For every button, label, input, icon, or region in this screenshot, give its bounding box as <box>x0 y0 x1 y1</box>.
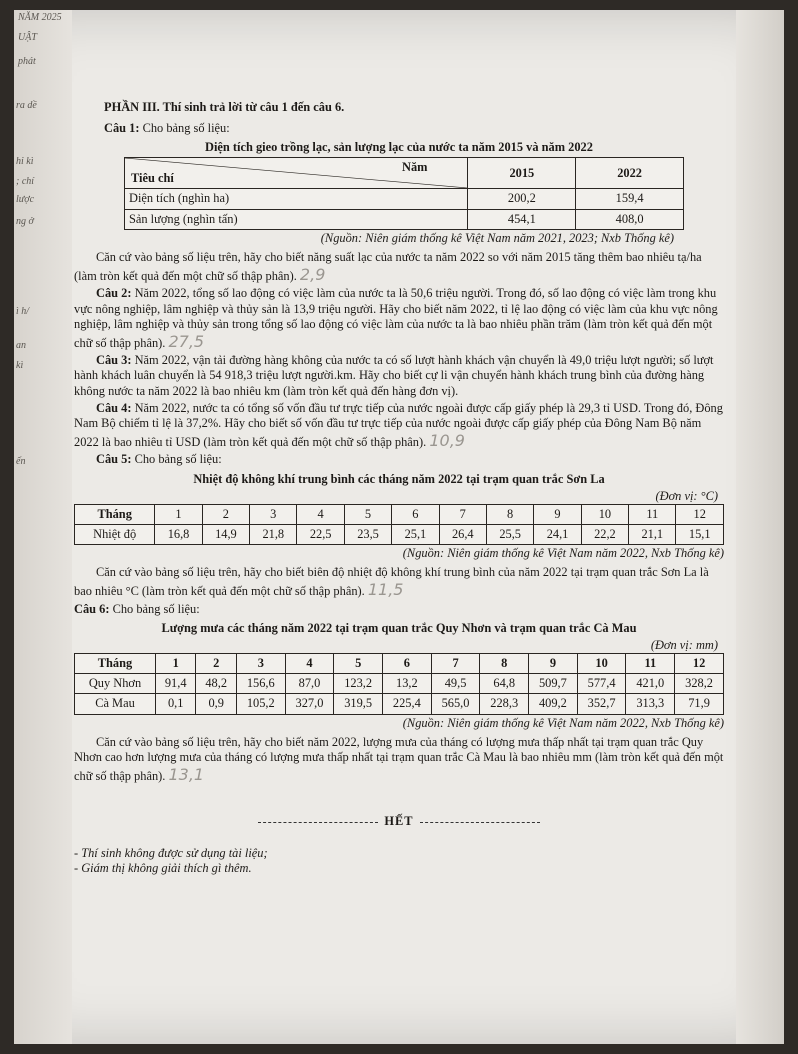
q5-cell: 25,1 <box>392 524 439 544</box>
q1-intro: Cho bảng số liệu: <box>142 121 230 136</box>
q6-month: 10 <box>577 654 626 674</box>
q6-month: 7 <box>431 654 480 674</box>
q1-cell: 200,2 <box>468 189 576 209</box>
q3-label: Câu 3: <box>96 353 132 368</box>
q6-month: 4 <box>285 654 334 674</box>
q5-month: 7 <box>439 504 486 524</box>
q3 <box>74 353 724 398</box>
q1-intro-line <box>104 121 724 136</box>
q4-label: Câu 4: <box>96 400 132 415</box>
q5-source: (Nguồn: Niên giám thống kê Việt Nam năm 2022, Nxb Thống kê) <box>402 546 724 561</box>
q6-handwritten: 13,1 <box>168 764 205 784</box>
q6-cell: 509,7 <box>529 674 578 694</box>
q6-cell: 0,9 <box>196 694 237 714</box>
q6-cell: 327,0 <box>285 694 334 714</box>
q6-month: 12 <box>675 654 724 674</box>
q1-row-label: Sản lượng (nghìn tấn) <box>125 209 468 229</box>
q5-cell: 26,4 <box>439 524 486 544</box>
margin-text: phát <box>18 56 36 67</box>
q6-month: 9 <box>529 654 578 674</box>
q5-cell: 21,1 <box>629 524 676 544</box>
q6-cell: 49,5 <box>431 674 480 694</box>
margin-text: NĂM 2025 <box>18 12 62 23</box>
q5-table <box>74 504 724 545</box>
q4-text: Năm 2022, nước ta có tổng số vốn đầu tư trực tiếp của nước ngoài được cấp giấy phép là 29,3 tỉ USD. Trong đó, Đông Nam Bộ chiếm tỉ lệ là 37,2%. Hãy cho biết số vốn đầu tư trực tiếp của nước ngoài được cấp giấy phép của Đông Nam Bộ năm 2022 là bao nhiêu tỉ USD (làm tròn kết quả đến một chữ số thập phân). <box>74 400 723 449</box>
q6-month: 6 <box>383 654 432 674</box>
end-text: HẾT <box>384 814 414 829</box>
q1-label: Câu 1: <box>104 121 140 136</box>
q6-cell: 319,5 <box>334 694 383 714</box>
right-page-edge <box>736 10 784 1044</box>
q5-cell: 24,1 <box>534 524 581 544</box>
q1-header-criteria: Tiêu chí <box>131 171 174 186</box>
q1-question-text: Căn cứ vào bảng số liệu trên, hãy cho biết năng suất lạc của nước ta năm 2022 so với năm 2015 tăng thêm bao nhiêu tạ/ha (làm tròn kết quả đến một chữ số thập phân). <box>74 249 702 283</box>
q6-month: 1 <box>155 654 196 674</box>
q1-cell: 408,0 <box>576 209 684 229</box>
margin-text: an <box>16 340 26 351</box>
table-row <box>75 504 724 524</box>
part-title: PHẦN III. Thí sinh trả lời từ câu 1 đến câu 6. <box>104 100 345 114</box>
q5-table-title: Nhiệt độ không khí trung bình các tháng năm 2022 tại trạm quan trắc Sơn La <box>193 471 605 486</box>
q6-cell: 577,4 <box>577 674 626 694</box>
q5-handwritten: 11,5 <box>367 580 404 600</box>
q5-cell: 21,8 <box>250 524 297 544</box>
q5-question-text: Căn cứ vào bảng số liệu trên, hãy cho biết biên độ nhiệt độ không khí trung bình của năm 2022 tại trạm quan trắc Sơn La là bao nhiêu °C (làm tròn kết quả đến một chữ số thập phân). <box>74 565 709 599</box>
q5-month: 4 <box>297 504 344 524</box>
note-line: - Giám thị không giải thích gì thêm. <box>74 860 252 875</box>
margin-text: ng ở <box>16 216 34 227</box>
q6-label: Câu 6: <box>74 601 110 616</box>
margin-text: ến <box>16 456 26 467</box>
q5-cell: 23,5 <box>344 524 391 544</box>
q6-cell: 0,1 <box>155 694 196 714</box>
q5-month: 6 <box>392 504 439 524</box>
q5-month: 1 <box>155 504 202 524</box>
q6-cell: 87,0 <box>285 674 334 694</box>
q5-intro: Cho bảng số liệu: <box>134 452 222 467</box>
q5-label: Câu 5: <box>96 452 132 467</box>
divider <box>258 822 378 823</box>
q5-month: 5 <box>344 504 391 524</box>
q1-row-label: Diện tích (nghìn ha) <box>125 189 468 209</box>
q5-row-header: Tháng <box>75 504 155 524</box>
note-line: - Thí sinh không được sử dụng tài liệu; <box>74 845 268 860</box>
q1-year-2022: 2022 <box>576 158 684 189</box>
margin-text: lược <box>16 194 35 205</box>
q6-cell: 313,3 <box>626 694 675 714</box>
exam-content <box>74 100 724 876</box>
q6-row-header: Tháng <box>75 654 156 674</box>
q6-cell: 105,2 <box>236 694 285 714</box>
end-marker <box>74 814 724 829</box>
q6-source: (Nguồn: Niên giám thống kê Việt Nam năm 2022, Nxb Thống kê) <box>402 715 724 730</box>
left-page-edge <box>14 10 72 1044</box>
q6-month: 8 <box>480 654 529 674</box>
q2-text: Năm 2022, tổng số lao động có việc làm của nước ta là 50,6 triệu người. Trong đó, số lao động có việc làm trong khu vực nông nghiệp, lâm nghiệp và thủy sản là 13,9 triệu người. Hãy cho biết năm 2022, tỉ lệ lao động có việc làm của khu vực nông nghiệp, lâm nghiệp và thủy sản trong tổng số lao động có việc làm của nước ta là bao nhiêu phần trăm (làm tròn kết quả đến một chữ số thập phân). <box>74 286 718 350</box>
q5-row-label: Nhiệt độ <box>75 524 155 544</box>
table-row <box>125 189 684 209</box>
q5-intro-line <box>96 452 724 467</box>
margin-text: ì h/ <box>16 306 30 317</box>
q6-cell: 409,2 <box>529 694 578 714</box>
q5-month: 11 <box>629 504 676 524</box>
q1-header-cell <box>125 158 468 189</box>
q1-year-2015: 2015 <box>468 158 576 189</box>
table-row <box>75 654 724 674</box>
margin-text: ra dề <box>16 100 37 111</box>
q5-cell: 14,9 <box>202 524 249 544</box>
q6-table-title: Lượng mưa các tháng năm 2022 tại trạm quan trắc Quy Nhơn và trạm quan trắc Cà Mau <box>161 620 637 635</box>
q6-cell: 421,0 <box>626 674 675 694</box>
q1-table-title: Diện tích gieo trồng lạc, sản lượng lạc của nước ta năm 2015 và năm 2022 <box>205 140 593 155</box>
table-row <box>75 524 724 544</box>
margin-text: ; chí <box>16 176 35 187</box>
q6-unit: (Đơn vị: mm) <box>650 638 718 653</box>
q6-cell: 123,2 <box>334 674 383 694</box>
q6-question-text: Căn cứ vào bảng số liệu trên, hãy cho biết năm 2022, lượng mưa của tháng có lượng mưa thấp nhất tại trạm quan trắc Quy Nhơn cao hơn lượng mưa của tháng có lượng mưa thấp nhất tại trạm quan trắc Cà Mau là bao nhiêu mm (làm tròn kết quả đến một chữ số thập phân). <box>74 734 724 783</box>
q6-cell: 228,3 <box>480 694 529 714</box>
table-row <box>75 674 724 694</box>
q6-row-label: Quy Nhơn <box>75 674 156 694</box>
table-row <box>75 694 724 714</box>
divider <box>420 822 540 823</box>
q1-source: (Nguồn: Niên giám thống kê Việt Nam năm 2021, 2023; Nxb Thống kê) <box>320 230 674 245</box>
q1-question <box>74 250 724 285</box>
margin-text: hi kì <box>16 156 34 167</box>
q5-month: 2 <box>202 504 249 524</box>
q4-handwritten: 10,9 <box>429 430 465 450</box>
exam-notes <box>74 846 724 876</box>
q6-month: 2 <box>196 654 237 674</box>
q6-cell: 13,2 <box>383 674 432 694</box>
q1-handwritten: 2,9 <box>299 264 326 284</box>
q6-cell: 48,2 <box>196 674 237 694</box>
q6-cell: 225,4 <box>383 694 432 714</box>
q1-cell: 454,1 <box>468 209 576 229</box>
q5-cell: 25,5 <box>486 524 533 544</box>
q1-cell: 159,4 <box>576 189 684 209</box>
q6-cell: 156,6 <box>236 674 285 694</box>
q2-handwritten: 27,5 <box>168 331 205 351</box>
q6-intro: Cho bảng số liệu: <box>112 601 200 616</box>
q5-month: 9 <box>534 504 581 524</box>
q6-cell: 352,7 <box>577 694 626 714</box>
q5-month: 8 <box>486 504 533 524</box>
q2 <box>74 286 724 351</box>
q5-cell: 16,8 <box>155 524 202 544</box>
q5-cell: 22,5 <box>297 524 344 544</box>
q1-table <box>124 157 684 229</box>
q6-cell: 565,0 <box>431 694 480 714</box>
q5-cell: 22,2 <box>581 524 628 544</box>
q2-label: Câu 2: <box>96 286 132 301</box>
q6-cell: 71,9 <box>675 694 724 714</box>
q6-intro-line <box>74 602 724 617</box>
q6-cell: 91,4 <box>155 674 196 694</box>
exam-sheet <box>14 10 784 1044</box>
q6-month: 3 <box>236 654 285 674</box>
q5-month: 10 <box>581 504 628 524</box>
q6-cell: 328,2 <box>675 674 724 694</box>
q5-month: 3 <box>250 504 297 524</box>
table-row <box>125 209 684 229</box>
q6-cell: 64,8 <box>480 674 529 694</box>
q3-text: Năm 2022, vận tải đường hàng không của nước ta có số lượt hành khách vận chuyển là 49,0 triệu lượt người; số lượt hành khách luân chuyển là 54 918,3 triệu lượt người.km. Hãy cho biết cự li vận chuyển hành khách trung bình của đường hàng không nước ta năm 2022 là bao nhiêu km (làm tròn kết quả đến hàng đơn vị). <box>74 353 714 398</box>
q5-month: 12 <box>676 504 724 524</box>
margin-text: UẬT <box>18 32 37 43</box>
q6-month: 5 <box>334 654 383 674</box>
q6-table <box>74 653 724 714</box>
q5-unit: (Đơn vị: °C) <box>655 488 718 503</box>
q6-row-label: Cà Mau <box>75 694 156 714</box>
q6-question <box>74 735 724 785</box>
q6-month: 11 <box>626 654 675 674</box>
q5-question <box>74 565 724 600</box>
q5-cell: 15,1 <box>676 524 724 544</box>
margin-text: kì <box>16 360 24 371</box>
q4 <box>74 401 724 451</box>
q1-header-year: Năm <box>402 160 428 175</box>
